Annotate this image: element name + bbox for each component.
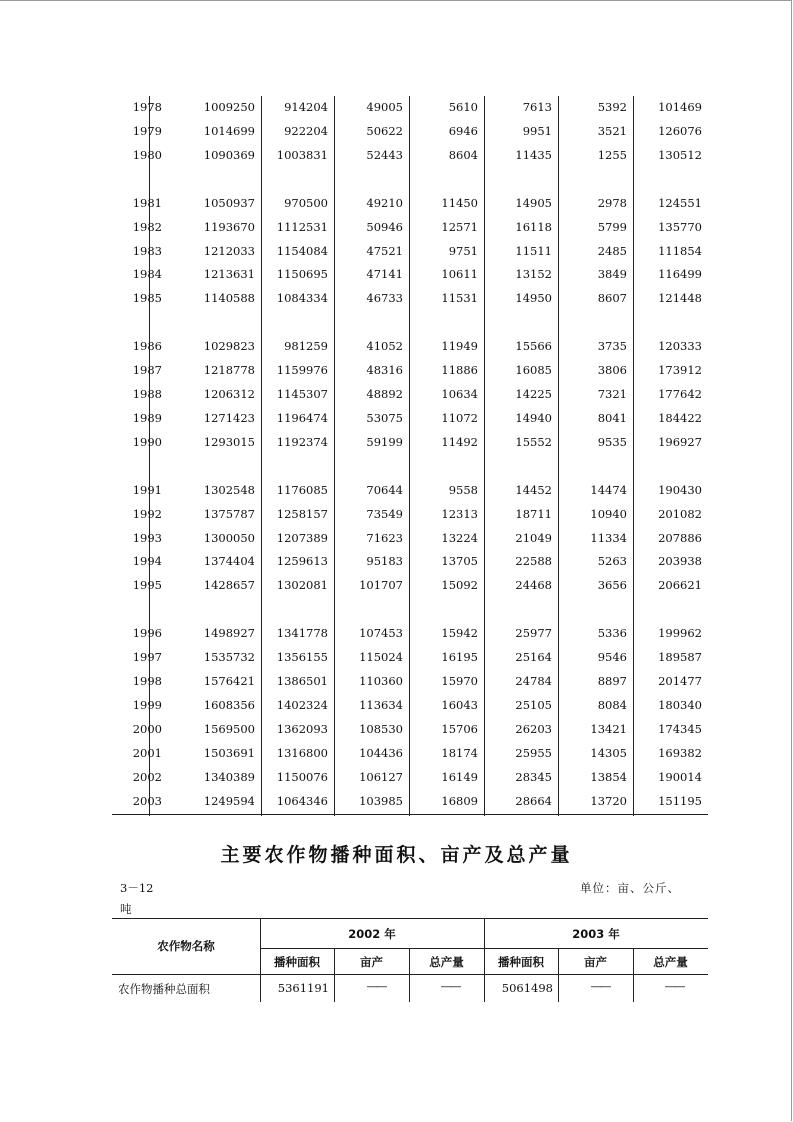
- row-value: 13720: [590, 793, 627, 808]
- row-year: 1979: [132, 123, 162, 138]
- table-rule-top: [112, 918, 708, 919]
- row-value: 1212033: [203, 243, 255, 258]
- header-sown-area: 播种面积: [274, 955, 320, 969]
- row-value: 6946: [448, 123, 478, 138]
- row-value: 13854: [590, 769, 627, 784]
- row-value: 14452: [515, 482, 552, 497]
- row-value: 13421: [590, 721, 627, 736]
- row-year: 1999: [132, 697, 162, 712]
- row-value: 8041: [597, 410, 627, 425]
- row-value: 135770: [658, 219, 702, 234]
- table-code: 3－12: [120, 881, 154, 895]
- row-value: 121448: [658, 291, 702, 306]
- table-row: [112, 217, 708, 237]
- row-value: 13152: [515, 267, 552, 282]
- header-total-output: 总产量: [429, 955, 464, 969]
- table-row: [112, 264, 708, 284]
- row-value: 922204: [284, 123, 328, 138]
- row-value: 15942: [441, 626, 478, 641]
- row-value: 12571: [441, 219, 478, 234]
- row-value: 1206312: [203, 387, 255, 401]
- row-value: 11886: [441, 363, 478, 378]
- row-value: 16085: [515, 363, 552, 378]
- row-value: 7613: [522, 100, 552, 114]
- row-value: 15566: [515, 339, 552, 354]
- row-value: 11334: [590, 530, 627, 545]
- row-value: 110360: [359, 674, 403, 688]
- row-value: 14905: [515, 195, 552, 210]
- table-row: [112, 575, 708, 595]
- row-value: 1213631: [203, 267, 255, 282]
- row-value: 14474: [590, 482, 627, 497]
- table-row: [112, 432, 708, 452]
- row-value: 16809: [441, 793, 478, 808]
- row-value: 1356155: [276, 650, 328, 665]
- row-year: 1978: [132, 100, 162, 114]
- value-sown-area-2003: 5061498: [501, 981, 553, 995]
- row-value: 1145307: [276, 387, 328, 401]
- row-year: 1982: [132, 219, 162, 234]
- row-value: 73549: [366, 506, 403, 521]
- table-row: [112, 121, 708, 141]
- row-value: 9535: [597, 434, 627, 449]
- row-value: 2485: [597, 243, 627, 258]
- row-value: 1375787: [203, 506, 255, 521]
- row-value: 1176085: [276, 482, 328, 497]
- row-value: 1293015: [203, 434, 255, 449]
- row-value: 9751: [448, 243, 478, 258]
- row-value: 52443: [366, 147, 403, 162]
- row-value: 196927: [658, 434, 702, 449]
- row-year: 1983: [132, 243, 162, 258]
- row-value: 201477: [658, 674, 702, 688]
- row-value: 5610: [448, 100, 478, 114]
- row-value: 1154084: [276, 243, 328, 258]
- table-row: [112, 145, 708, 165]
- row-value: 106127: [359, 769, 403, 784]
- row-value: 1576421: [203, 674, 255, 688]
- row-value: 1029823: [203, 339, 255, 354]
- row-value: 7321: [597, 387, 627, 401]
- row-value: 1341778: [276, 626, 328, 641]
- row-value: 1218778: [203, 363, 255, 378]
- table-row: [112, 551, 708, 571]
- row-year: 2000: [132, 721, 162, 736]
- row-value: 9558: [448, 482, 478, 497]
- row-value: 11072: [441, 410, 478, 425]
- row-value: 1064346: [276, 793, 328, 808]
- row-year: 1981: [132, 195, 162, 210]
- table-row: [112, 623, 708, 643]
- table-rule-bottom: [112, 814, 708, 815]
- row-year: 1995: [132, 578, 162, 593]
- row-value: 1193670: [203, 219, 255, 234]
- row-value: 126076: [658, 123, 702, 138]
- row-value: 914204: [284, 100, 328, 114]
- row-value: 120333: [658, 339, 702, 354]
- row-value: 3521: [597, 123, 627, 138]
- row-value: 3849: [597, 267, 627, 282]
- table-row: [112, 408, 708, 428]
- unit-label: 单位：亩、公斤、: [580, 881, 680, 895]
- row-value: 3656: [597, 578, 627, 593]
- row-value: 15552: [515, 434, 552, 449]
- row-value: 10634: [441, 387, 478, 401]
- row-value: 95183: [366, 554, 403, 569]
- row-value: 11450: [441, 195, 478, 210]
- row-value: 1608356: [203, 697, 255, 712]
- row-value: 1050937: [203, 195, 255, 210]
- row-value: 1535732: [203, 650, 255, 665]
- row-value: 21049: [515, 530, 552, 545]
- table-row: [112, 193, 708, 213]
- row-value: 1207389: [276, 530, 328, 545]
- row-year: 2001: [132, 745, 162, 760]
- row-value: 1259613: [276, 554, 328, 569]
- row-value: 24468: [515, 578, 552, 593]
- row-value: 104436: [359, 745, 403, 760]
- row-value: 48892: [366, 387, 403, 401]
- row-value: 111854: [658, 243, 702, 258]
- row-value: 14950: [515, 291, 552, 306]
- row-value: 16195: [441, 650, 478, 665]
- row-value: 8604: [448, 147, 478, 162]
- row-value: 199962: [658, 626, 702, 641]
- row-year: 1990: [132, 434, 162, 449]
- empty-value-dash: ——: [366, 979, 386, 993]
- row-value: 11949: [441, 339, 478, 354]
- row-value: 201082: [658, 506, 702, 521]
- row-value: 103985: [359, 793, 403, 808]
- table-row: [112, 480, 708, 500]
- row-value: 1498927: [203, 626, 255, 641]
- row-value: 5799: [597, 219, 627, 234]
- row-value: 970500: [284, 195, 328, 210]
- row-value: 169382: [658, 745, 702, 760]
- row-year: 1993: [132, 530, 162, 545]
- row-value: 3806: [597, 363, 627, 378]
- row-value: 13224: [441, 530, 478, 545]
- row-value: 13705: [441, 554, 478, 569]
- empty-value-dash: ——: [590, 979, 610, 993]
- table-row: [112, 336, 708, 356]
- crop-name: 农作物播种总面积: [118, 982, 210, 996]
- row-year: 1985: [132, 291, 162, 306]
- row-value: 10611: [441, 267, 478, 282]
- row-value: 173912: [658, 363, 702, 378]
- row-value: 26203: [515, 721, 552, 736]
- row-year: 1984: [132, 267, 162, 282]
- table-row: [112, 288, 708, 308]
- header-year-2002: 2002 年: [348, 927, 396, 941]
- row-value: 1150695: [276, 267, 328, 282]
- row-value: 180340: [658, 697, 702, 712]
- row-value: 981259: [284, 339, 328, 354]
- row-value: 50946: [366, 219, 403, 234]
- row-value: 1090369: [203, 147, 255, 162]
- table-row: [112, 791, 708, 811]
- row-year: 1987: [132, 363, 162, 378]
- header-total-output: 总产量: [653, 955, 688, 969]
- table-row: [112, 97, 708, 117]
- table-row: [112, 647, 708, 667]
- row-value: 53075: [366, 410, 403, 425]
- row-value: 177642: [658, 387, 702, 401]
- row-value: 1374404: [203, 554, 255, 569]
- row-value: 25105: [515, 697, 552, 712]
- row-value: 1112531: [276, 219, 328, 234]
- row-value: 11531: [441, 291, 478, 306]
- row-value: 50622: [366, 123, 403, 138]
- row-value: 116499: [658, 267, 702, 282]
- row-value: 47141: [366, 267, 403, 282]
- row-year: 2003: [132, 793, 162, 808]
- row-value: 49210: [366, 195, 403, 210]
- row-value: 25164: [515, 650, 552, 665]
- row-value: 206621: [658, 578, 702, 593]
- row-value: 59199: [366, 434, 403, 449]
- row-value: 1271423: [203, 410, 255, 425]
- row-year: 1996: [132, 626, 162, 641]
- crop-table: [112, 918, 708, 1002]
- row-value: 174345: [658, 721, 702, 736]
- row-value: 1249594: [203, 793, 255, 808]
- row-value: 1503691: [203, 745, 255, 760]
- row-value: 1159976: [276, 363, 328, 378]
- table-rule-header: [112, 974, 708, 975]
- header-yield: 亩产: [584, 955, 607, 969]
- row-value: 15970: [441, 674, 478, 688]
- table-row: [112, 241, 708, 261]
- row-value: 71623: [366, 530, 403, 545]
- row-year: 1992: [132, 506, 162, 521]
- row-value: 1084334: [276, 291, 328, 306]
- row-year: 1980: [132, 147, 162, 162]
- row-value: 124551: [658, 195, 702, 210]
- row-value: 15706: [441, 721, 478, 736]
- header-year-2003: 2003 年: [572, 927, 620, 941]
- row-value: 1302548: [203, 482, 255, 497]
- row-value: 16118: [515, 219, 552, 234]
- row-value: 14305: [590, 745, 627, 760]
- row-year: 1994: [132, 554, 162, 569]
- row-value: 24784: [515, 674, 552, 688]
- header-crop-name: 农作物名称: [157, 939, 215, 953]
- row-value: 28345: [515, 769, 552, 784]
- row-value: 9951: [522, 123, 552, 138]
- row-value: 190430: [658, 482, 702, 497]
- row-value: 1150076: [276, 769, 328, 784]
- row-year: 1991: [132, 482, 162, 497]
- row-value: 190014: [658, 769, 702, 784]
- row-value: 1140588: [203, 291, 255, 306]
- row-value: 108530: [359, 721, 403, 736]
- section-title: 主要农作物播种面积、亩产及总产量: [220, 844, 573, 866]
- header-sown-area: 播种面积: [498, 955, 544, 969]
- row-value: 46733: [366, 291, 403, 306]
- row-value: 47521: [366, 243, 403, 258]
- row-value: 107453: [359, 626, 403, 641]
- row-value: 1316800: [276, 745, 328, 760]
- row-value: 1196474: [276, 410, 328, 425]
- row-value: 1192374: [276, 434, 328, 449]
- row-year: 1988: [132, 387, 162, 401]
- row-value: 115024: [359, 650, 403, 665]
- row-value: 151195: [658, 793, 702, 808]
- row-year: 1998: [132, 674, 162, 688]
- row-year: 1986: [132, 339, 162, 354]
- empty-value-dash: ——: [440, 979, 460, 993]
- row-value: 1302081: [276, 578, 328, 593]
- row-value: 1362093: [276, 721, 328, 736]
- row-value: 28664: [515, 793, 552, 808]
- table-row: [112, 504, 708, 524]
- header-yield: 亩产: [360, 955, 383, 969]
- row-value: 101707: [359, 578, 403, 593]
- row-value: 8084: [597, 697, 627, 712]
- table-row: [112, 528, 708, 548]
- row-value: 101469: [658, 100, 702, 114]
- row-value: 1009250: [203, 100, 255, 114]
- row-value: 25955: [515, 745, 552, 760]
- table-row: [112, 743, 708, 763]
- row-value: 203938: [658, 554, 702, 569]
- row-value: 1258157: [276, 506, 328, 521]
- row-value: 184422: [658, 410, 702, 425]
- row-year: 1989: [132, 410, 162, 425]
- row-value: 18711: [515, 506, 552, 521]
- row-value: 8897: [597, 674, 627, 688]
- row-year: 1997: [132, 650, 162, 665]
- row-value: 49005: [366, 100, 403, 114]
- row-value: 14940: [515, 410, 552, 425]
- row-value: 1569500: [203, 721, 255, 736]
- row-value: 5392: [597, 100, 627, 114]
- row-value: 12313: [441, 506, 478, 521]
- table-row: [112, 384, 708, 404]
- row-value: 11511: [515, 243, 552, 258]
- row-value: 18174: [441, 745, 478, 760]
- row-value: 9546: [597, 650, 627, 665]
- row-value: 1386501: [276, 674, 328, 688]
- row-value: 1340389: [203, 769, 255, 784]
- row-value: 207886: [658, 530, 702, 545]
- row-value: 16149: [441, 769, 478, 784]
- row-value: 130512: [658, 147, 702, 162]
- row-value: 189587: [658, 650, 702, 665]
- row-value: 10940: [590, 506, 627, 521]
- row-value: 8607: [597, 291, 627, 306]
- row-value: 11492: [441, 434, 478, 449]
- row-value: 3735: [597, 339, 627, 354]
- table-row: [112, 360, 708, 380]
- row-value: 5336: [597, 626, 627, 641]
- row-value: 2978: [597, 195, 627, 210]
- row-value: 25977: [515, 626, 552, 641]
- row-value: 5263: [597, 554, 627, 569]
- row-value: 16043: [441, 697, 478, 712]
- row-value: 41052: [366, 339, 403, 354]
- table-row: [112, 719, 708, 739]
- table-row: [112, 695, 708, 715]
- row-value: 11435: [515, 147, 552, 162]
- row-value: 1300050: [203, 530, 255, 545]
- empty-value-dash: ——: [664, 979, 684, 993]
- row-value: 1255: [597, 147, 627, 162]
- row-value: 48316: [366, 363, 403, 378]
- row-value: 1402324: [276, 697, 328, 712]
- row-value: 1014699: [203, 123, 255, 138]
- row-value: 1428657: [203, 578, 255, 593]
- value-sown-area-2002: 5361191: [277, 981, 329, 995]
- row-value: 15092: [441, 578, 478, 593]
- unit-label-continued: 吨: [120, 902, 132, 916]
- row-value: 70644: [366, 482, 403, 497]
- row-year: 2002: [132, 769, 162, 784]
- table-row: [112, 767, 708, 787]
- row-value: 22588: [515, 554, 552, 569]
- table-row: [112, 671, 708, 691]
- row-value: 113634: [359, 697, 403, 712]
- row-value: 14225: [515, 387, 552, 401]
- row-value: 1003831: [276, 147, 328, 162]
